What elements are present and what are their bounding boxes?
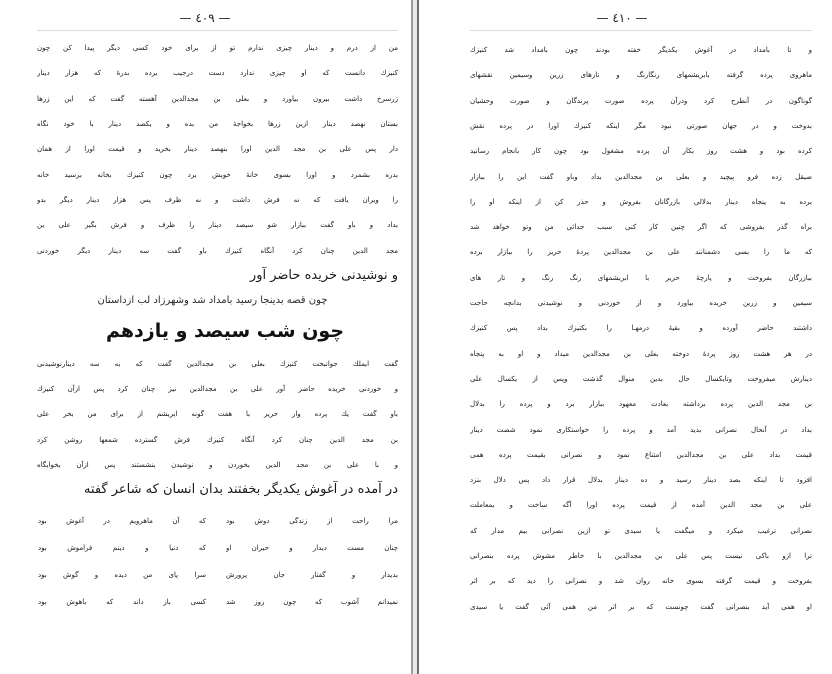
text-line: بداد در آنحال نصرانی بدید آمد و پرده را خواستکاری نمود شصت دینار <box>470 426 812 434</box>
text-line: بدوخت و در جهان صورتی نبود مگر اینکه کنیزك اورا در پرده نقش <box>470 122 812 130</box>
second-hemistich: که آن ماهرویم در آغوش بود <box>38 517 206 525</box>
text-line: کنیزك دانست که او چیزی ندارد دست درجیب برده بدرهٔ که هزار دینار <box>37 69 398 77</box>
text-line: بن مجد الدین چنان کرد آنگاه کنیزك فرش گسترده شمعها روشن کرد <box>37 436 398 444</box>
text-line: و تا بامداد در آغوش یکدیگر خفته بودند چون بامداد شد کنیزك <box>470 46 812 54</box>
text-line: که ما را بسی دشمنانند علی بن مجدالدین پردهٔ حریر را ببازار برده <box>470 248 812 256</box>
text-line: باو گفت یك پرده وار حریر با هفت گونه ابریشم از برای من بخر علی <box>37 410 398 418</box>
second-hemistich: کسی باز داند که باهوش بود <box>38 598 206 606</box>
text-line: برده به پنجاه دینار بدلالی بازرگانان بفروش و حذر کن از اینکه او را <box>470 198 812 206</box>
header-rule <box>37 30 398 31</box>
header-rule <box>470 30 812 31</box>
text-line: او همی آید بنصرانی گفت چونست که بر اثر من همی آئی گفت یا سیدی <box>470 603 812 611</box>
second-hemistich: که دنیا و دینم فراموش بود <box>38 544 206 552</box>
text-line: داشتند حاضر آورده و بقیهٔ درمهـا را بکنیزك بداد پس کنیزك <box>470 324 812 332</box>
text-line: مجد الدین چنان کرد آنگاه کنیزك باو گفت سه دینار دیگر خوردنی <box>37 247 398 255</box>
page-gutter <box>417 0 419 674</box>
text-line: بفروخت و قیمت گرفته بسوی خانه روان شد و نصرانی را دید که بر اثر <box>470 577 812 585</box>
text-line: را ویران یافت که نه فرش داشت و نه ظرف پس هزار دینار دیگر بدو <box>37 196 398 204</box>
text-line: ترا ازو باکی نیست پس علی بن مجدالدین با خاطر مشوش پرده بنصرانی <box>470 552 812 560</box>
first-hemistich: چنان مست دیدار و حیران او <box>226 544 398 552</box>
text-line: بستان نهصد دینار ازین زرها بخواجهٔ من بده و یکصد دینار با خود نگاه <box>37 120 398 128</box>
night-heading: چون شب سیصد و یازدهم <box>105 320 345 342</box>
text-line: گفت ایملك جوانبخت کنیزك بعلی بن مجدالدین گفت که به سه دینارنوشیدنی <box>37 360 398 368</box>
page-number: — ٤١٠ — <box>596 11 648 25</box>
first-hemistich: مرا راحت از زندگی دوش بود <box>226 517 398 525</box>
verse <box>37 537 398 559</box>
verse <box>37 510 398 532</box>
text-line: و با علی بن مجد الدین بخوردن و نوشیدن بنشستند پس ازآن بخوابگاه <box>37 461 398 469</box>
verse <box>37 564 398 586</box>
text-line: دار پس علی بن مجد الدین اورا بنهصد دینار بخرید و قیمت اورا از همان <box>37 145 398 153</box>
left-page <box>0 0 412 674</box>
text-line: قیمت بداد علی بن مجدالدین امتناع نمود و نصرانی بقیمت پرده همی <box>470 451 812 459</box>
page-number: — ٤٠٩ — <box>179 11 231 25</box>
text-line: علی بن مجد الدین آمده از قیمت پرده اورا آگه ساخت و بمعاملت <box>470 501 812 509</box>
first-hemistich: بدیدار و گفتار جان پرورش <box>226 571 398 579</box>
text-line: زرسرخ داشت بیرون بیاورد و بعلی بن مجدالدین آهسته گفت که این زرها <box>37 95 398 103</box>
first-hemistich: نمیدانم آشوب که چون روز شد <box>226 598 398 606</box>
text-line: بدره بشمرد و اورا بسوی خانهٔ خویش برد چون کنیزك بخانه برسید خانه <box>37 171 398 179</box>
text-line: افزود تا اینکه بصد دینار رسید و ده دینار بدلال قرار داد پس دلال بنزد <box>470 476 812 484</box>
text-line: سیمین و زرین خریده بیاورد و از خوردنی و نوشیدنی بدانچه حاجت <box>470 299 812 307</box>
text-line: کرده بود و هشت روز بکار آن پرده مشغول بود چون کار بانجام رسانید <box>470 147 812 155</box>
text-line: ماهروی پرده گرفته بابریشمهای رنگارنگ و تارهای زرین وسیمین نقشهای <box>470 71 812 79</box>
text-line: گوناگون در آنطرح کرد ودرآن پرده صورت پرندگان و صورت وحشیان <box>470 97 812 105</box>
text-line: براه گذر بفروشی که اگر چنین کار کنی سبب جدائی من وتو خواهد شد <box>470 223 812 231</box>
second-hemistich: سرا پای من دیده و گوش بود <box>38 571 206 579</box>
verse <box>37 591 398 613</box>
right-page <box>420 0 832 674</box>
text-line: در آمده در آغوش یکدیگر بخفتند بدان انسان که شاعر گفته <box>83 482 398 497</box>
text-line: من از درم و دینار چیزی ندارم تو از برای خود کسی دیگر پیدا کن چون <box>37 44 398 52</box>
text-line: و نوشیدنی خریده حاضر آور <box>249 268 398 283</box>
text-line: بن مجد الدین پرده برداشته بعادت معهود ببازار برد و پرده را بدلال <box>470 400 812 408</box>
text-line: دینارش میفروخت وتایکسال حال بدین منوال گذشت وپس از یکسال علی <box>470 375 812 383</box>
text-line: و خوردنی خریده حاضر آور علی بن مجدالدین نیز چنان کرد پس ازآن کنیزك <box>37 385 398 393</box>
night-end-note: چون قصه بدینجا رسید بامداد شد وشهرزاد لب ازداستان <box>97 295 328 306</box>
text-line: نصرانی ترغیب میکرد و میگفت یا سیدی تو ازین نصرانی بیم مدار که <box>470 527 812 535</box>
text-line: بداد و باو گفت ببازار شو سیصد دینار را ظرف و فرش بگیر علی بن <box>37 221 398 229</box>
text-line: در هر هشت روز پردهٔ دوخته بعلی بن مجدالدین میداد و او به پنجاه <box>470 350 812 358</box>
text-line: صیقل زده فرو پیچید و بعلی بن مجدالدین بداد وباو گفت این را ببازار <box>470 173 812 181</box>
text-line: ببازرگان بفروخت و پارچهٔ حریر با ابریشمهای رنگ رنگ و تار های <box>470 274 812 282</box>
